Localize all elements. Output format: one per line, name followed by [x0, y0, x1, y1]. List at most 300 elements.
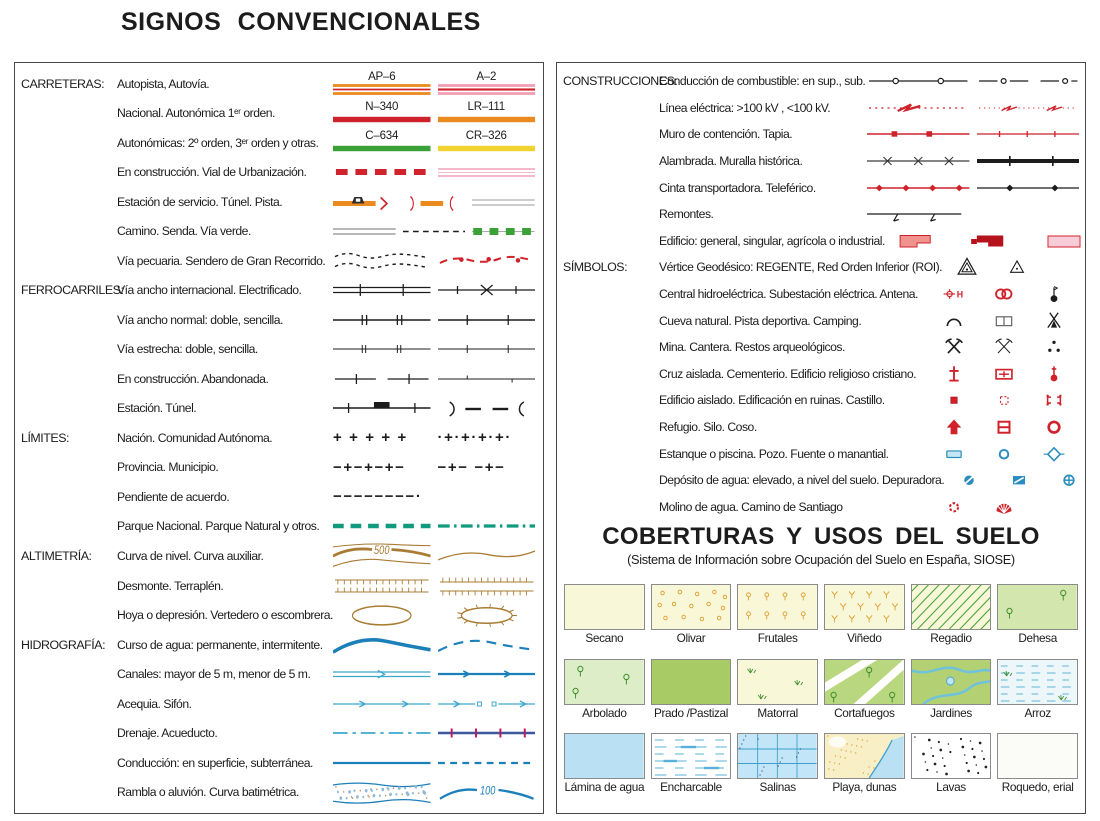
legend-row — [563, 494, 1079, 521]
deposito-elevado-icon — [958, 469, 980, 491]
icon-slot — [929, 443, 979, 465]
road-number-label: A–2 — [476, 71, 497, 84]
icon-slot — [1029, 336, 1079, 358]
symbol-slot — [977, 124, 1080, 144]
icon-slot — [929, 310, 979, 332]
roquedo-swatch — [997, 733, 1078, 779]
cinta-symbol — [867, 178, 970, 198]
svg-text:100: 100 — [479, 783, 495, 798]
symbol-slot — [438, 251, 536, 271]
regadio-swatch — [911, 584, 992, 630]
symbol-slot — [977, 178, 1080, 198]
land-cover-label: Cortafuegos — [834, 705, 895, 720]
icon-slot — [979, 443, 1029, 465]
pista-deportiva-icon — [993, 310, 1015, 332]
symbol-slot — [438, 694, 536, 714]
symbol-slot — [333, 310, 431, 330]
row-label: Conducción de combustible: en sup., sub. — [659, 74, 866, 89]
parque-nacional-symbol — [333, 516, 431, 536]
row-label: Nacional. Autonómica 1ᵉʳ orden. — [117, 106, 275, 121]
row-label: Cinta transportadora. Teleférico. — [659, 180, 816, 195]
symbol-area — [929, 416, 1079, 438]
sifon-symbol — [438, 694, 536, 714]
symbol-area — [333, 780, 535, 805]
svg-text:H: H — [956, 289, 964, 300]
rambla-symbol — [333, 780, 431, 805]
right-legend-rows — [563, 68, 1079, 520]
arbolado-swatch — [564, 659, 645, 705]
estanque-icon — [943, 443, 965, 465]
legend-row — [21, 158, 535, 188]
vertice-roi-icon — [1006, 256, 1028, 278]
symbol-area — [867, 71, 1079, 91]
road-urbanizacion-symbol — [438, 162, 536, 182]
muro-contencion-symbol — [867, 124, 970, 144]
senda-symbol — [403, 221, 466, 241]
road-cr-symbol — [438, 142, 536, 155]
road-c-symbol — [333, 142, 431, 155]
via-pecuaria-symbol — [333, 250, 431, 272]
dehesa-swatch — [997, 584, 1078, 630]
symbol-slot — [438, 162, 536, 182]
terraplen-symbol — [438, 576, 536, 596]
symbol-slot — [438, 339, 536, 359]
rail-normal-sencilla-symbol — [438, 310, 536, 330]
row-label: Camino. Senda. Vía verde. — [117, 224, 251, 239]
land-cover-label: Roquedo, erial — [1001, 780, 1074, 795]
symbol-area — [333, 101, 535, 126]
legend-row — [21, 246, 535, 276]
boundary-glyph: −−−−−−−−· — [333, 488, 423, 506]
symbol-slot — [333, 221, 396, 241]
land-cover-label: Olivar — [676, 630, 706, 645]
row-label: Hoya o depresión. Vertedero o escombrera. — [117, 608, 333, 623]
row-label: Vía ancho normal: doble, sencilla. — [117, 312, 283, 327]
electrica-alta-symbol — [867, 98, 970, 118]
land-cover-cell — [997, 584, 1078, 645]
icon-slot — [979, 416, 1029, 438]
land-cover-cell — [911, 659, 992, 720]
legend-row — [563, 95, 1079, 122]
symbol-slot — [472, 221, 535, 241]
acueducto-symbol — [438, 723, 536, 743]
land-cover-cell — [824, 659, 905, 720]
combustible-subterranea-symbol — [977, 71, 1080, 91]
legend-row — [563, 307, 1079, 334]
symbol-area — [333, 694, 535, 714]
category-label: HIDROGRAFÍA: — [21, 637, 106, 652]
symbol-area — [867, 98, 1079, 118]
pista-symbol — [472, 192, 535, 212]
legend-row — [21, 69, 535, 99]
icon-slot — [1029, 443, 1079, 465]
symbol-slot — [333, 369, 431, 389]
symbol-slot — [333, 753, 431, 773]
row-label: Autopista, Autovía. — [117, 76, 210, 91]
symbol-area — [929, 310, 1079, 332]
symbol-slot — [977, 151, 1080, 171]
symbol-area — [333, 310, 535, 330]
refugio-icon — [943, 416, 965, 438]
symbol-area — [929, 336, 1079, 358]
symbol-slot — [403, 221, 466, 241]
row-label: Remontes. — [659, 207, 714, 222]
land-cover-cell — [651, 659, 732, 720]
legend-row — [21, 217, 535, 247]
symbol-area — [333, 543, 535, 569]
row-label: Vía estrecha: doble, sencilla. — [117, 342, 258, 357]
category-label: LÍMITES: — [21, 430, 70, 445]
camino-symbol — [333, 221, 396, 241]
cantera-icon — [993, 336, 1015, 358]
cortafuegos-swatch — [824, 659, 905, 705]
row-label: Pendiente de acuerdo. — [117, 489, 230, 504]
icon-slot — [979, 310, 1029, 332]
legend-row — [21, 541, 535, 571]
tapia-symbol — [977, 124, 1080, 144]
conduccion-superficie-symbol — [333, 753, 431, 773]
row-label: Autonómicas: 2º orden, 3ᵉʳ orden y otras. — [117, 135, 319, 150]
pozo-icon — [993, 443, 1015, 465]
symbol-slot — [438, 398, 536, 418]
icon-slot — [979, 283, 1029, 305]
curva-auxiliar-symbol — [438, 543, 536, 569]
icon-slot — [929, 496, 979, 518]
sendero-gr-symbol — [438, 251, 536, 271]
legend-row — [21, 748, 535, 778]
cruz-aislada-icon — [943, 363, 965, 385]
cueva-icon — [943, 310, 965, 332]
teleferico-symbol — [977, 178, 1080, 198]
symbol-area — [333, 130, 535, 155]
symbol-area — [333, 369, 535, 389]
symbol-area — [867, 124, 1079, 144]
castillo-icon — [1043, 389, 1065, 411]
land-cover-label: Secano — [585, 630, 624, 645]
row-label: Estación de servicio. Túnel. Pista. — [117, 194, 283, 209]
road-number-label: N–340 — [365, 100, 399, 113]
edificio-aislado-icon — [943, 389, 965, 411]
symbol-slot — [333, 576, 431, 596]
land-cover-label: Matorral — [757, 705, 798, 720]
boundary-glyph: ·+·+·+·+· — [437, 429, 512, 447]
category-label: CONSTRUCCIONES: — [563, 74, 678, 89]
right-legend-panel — [556, 62, 1086, 814]
road-number-label: LR–111 — [467, 100, 505, 113]
symbol-slot — [1031, 231, 1097, 251]
legend-row — [21, 689, 535, 719]
symbol-area — [929, 283, 1079, 305]
rail-internacional-symbol — [333, 280, 431, 300]
symbol-slot — [333, 723, 431, 743]
legend-row — [563, 228, 1079, 255]
row-label: Parque Nacional. Parque Natural y otros. — [117, 519, 320, 534]
symbol-area — [944, 469, 1094, 491]
row-label: Línea eléctrica: >100 kV , <100 kV. — [659, 100, 831, 115]
left-legend-rows — [21, 69, 535, 807]
symbol-slot — [438, 576, 536, 596]
symbol-slot — [438, 516, 536, 536]
symbol-slot — [885, 231, 951, 251]
symbol-area — [929, 389, 1079, 411]
symbol-slot — [438, 664, 536, 684]
land-cover-label: Lámina de agua — [564, 780, 645, 795]
symbol-area — [929, 496, 1079, 518]
road-number-label: C–634 — [365, 130, 399, 143]
symbol-area — [333, 71, 535, 96]
category-label: FERROCARRILES: — [21, 283, 124, 298]
legend-row — [21, 305, 535, 335]
road-lr-symbol — [438, 113, 536, 126]
legend-row — [563, 334, 1079, 361]
combustible-superficie-symbol — [867, 71, 970, 91]
icon-slot — [929, 389, 979, 411]
land-cover-cell — [651, 584, 732, 645]
symbol-area — [929, 363, 1079, 385]
symbol-slot — [333, 516, 431, 536]
symbol-slot — [333, 398, 431, 418]
legend-row — [563, 281, 1079, 308]
land-cover-label: Playa, dunas — [832, 780, 897, 795]
rail-normal-doble-symbol — [333, 310, 431, 330]
coberturas-subtitle: (Sistema de Información sobre Ocupación del Suelo en España, SIOSE) — [627, 552, 1015, 567]
row-label: En construcción. Vial de Urbanización. — [117, 165, 307, 180]
alambrada-symbol — [867, 151, 970, 171]
row-label: Refugio. Silo. Coso. — [659, 420, 757, 435]
edificio-singular-symbol — [958, 231, 1024, 251]
jardines-swatch — [911, 659, 992, 705]
land-cover-label: Viñedo — [847, 630, 882, 645]
drenaje-symbol — [333, 723, 431, 743]
symbol-slot — [867, 98, 970, 118]
symbol-slot — [333, 339, 431, 359]
land-cover-label: Frutales — [757, 630, 798, 645]
vertedero-symbol — [438, 603, 536, 628]
legend-row — [563, 361, 1079, 388]
canal-mayor-symbol — [333, 664, 431, 684]
silo-icon — [993, 416, 1015, 438]
depuradora-icon — [1058, 469, 1080, 491]
symbol-slot — [333, 101, 431, 126]
symbol-slot — [333, 603, 431, 628]
row-label: Nación. Comunidad Autónoma. — [117, 430, 273, 445]
land-cover-cell — [997, 659, 1078, 720]
symbol-area — [333, 576, 535, 596]
symbol-area — [333, 250, 535, 272]
lavas-swatch — [911, 733, 992, 779]
symbol-area — [333, 488, 535, 505]
legend-row — [563, 121, 1079, 148]
row-label: Drenaje. Acueducto. — [117, 726, 218, 741]
coso-icon — [1043, 416, 1065, 438]
rail-electrificado-symbol — [438, 280, 536, 300]
icon-slot — [929, 283, 979, 305]
land-cover-cell — [651, 733, 732, 794]
legend-row — [21, 276, 535, 306]
canal-menor-symbol — [438, 664, 536, 684]
symbol-area — [867, 204, 1079, 224]
symbol-slot — [438, 603, 536, 628]
road-number-label: AP–6 — [368, 71, 396, 84]
row-label: Mina. Cantera. Restos arqueológicos. — [659, 340, 845, 355]
symbol-slot — [867, 178, 970, 198]
coberturas-heading: COBERTURAS Y USOS DEL SUELO — [602, 523, 1040, 550]
symbol-slot — [472, 192, 535, 212]
legend-row — [21, 659, 535, 689]
row-label: Alambrada. Muralla histórica. — [659, 154, 803, 169]
row-label: Conducción: en superficie, subterránea. — [117, 755, 313, 770]
symbol-area — [333, 603, 535, 628]
symbol-slot — [333, 694, 431, 714]
symbol-slot — [438, 633, 536, 657]
row-label: Rambla o aluvión. Curva batimétrica. — [117, 785, 299, 800]
symbol-slot — [438, 71, 536, 96]
rail-abandonada-symbol — [438, 369, 536, 389]
symbol-slot — [333, 162, 431, 182]
lamina-swatch — [564, 733, 645, 779]
legend-row — [21, 512, 535, 542]
legend-row — [21, 777, 535, 807]
symbol-slot — [867, 71, 970, 91]
land-cover-label: Dehesa — [1018, 630, 1057, 645]
row-label: Vía ancho internacional. Electrificado. — [117, 283, 302, 298]
road-construccion-symbol — [333, 162, 431, 182]
symbol-area — [333, 664, 535, 684]
frutales-swatch — [737, 584, 818, 630]
mina-icon — [943, 336, 965, 358]
land-cover-cell — [737, 659, 818, 720]
symbol-area — [333, 633, 535, 657]
symbol-slot — [333, 192, 396, 212]
symbol-slot — [333, 250, 431, 272]
icon-slot — [929, 416, 979, 438]
fuente-icon — [1043, 443, 1065, 465]
rio-permanente-symbol — [333, 633, 431, 657]
muralla-symbol — [977, 151, 1080, 171]
symbol-slot — [438, 130, 536, 155]
legend-row — [21, 571, 535, 601]
row-label: Desmonte. Terraplén. — [117, 578, 224, 593]
land-cover-cell — [824, 584, 905, 645]
page-title: SIGNOS CONVENCIONALES — [121, 8, 481, 36]
via-verde-symbol — [472, 221, 535, 241]
rail-estacion-symbol — [333, 398, 431, 418]
symbol-area — [333, 221, 535, 241]
symbol-slot — [333, 130, 431, 155]
symbol-slot — [438, 280, 536, 300]
symbol-area — [867, 151, 1079, 171]
symbol-slot — [438, 369, 536, 389]
symbol-slot — [333, 633, 431, 657]
symbol-slot — [438, 543, 536, 569]
rail-estrecha-doble-symbol — [333, 339, 431, 359]
vinedo-swatch — [824, 584, 905, 630]
camino-santiago-icon — [993, 496, 1015, 518]
legend-row — [563, 148, 1079, 175]
icon-slot — [979, 336, 1029, 358]
acequia-symbol — [333, 694, 431, 714]
row-label: Cruz aislada. Cementerio. Edificio religioso cristiano. — [659, 366, 916, 381]
antena-icon — [1043, 283, 1065, 305]
road-n-symbol — [333, 113, 431, 126]
symbol-slot — [438, 753, 536, 773]
category-label: ALTIMETRÍA: — [21, 549, 92, 563]
row-label: Provincia. Municipio. — [117, 460, 219, 475]
land-cover-label: Jardines — [930, 705, 972, 720]
legend-row — [563, 68, 1079, 95]
boundary-glyph: + + + + + — [333, 429, 408, 447]
row-label: Curva de nivel. Curva auxiliar. — [117, 549, 264, 563]
row-label: Molino de agua. Camino de Santiago — [659, 499, 843, 514]
rail-estrecha-sencilla-symbol — [438, 339, 536, 359]
land-cover-cell — [564, 733, 645, 794]
land-cover-label: Arbolado — [582, 705, 627, 720]
encharcable-swatch — [651, 733, 732, 779]
land-cover-label: Salinas — [759, 780, 796, 795]
prado-swatch — [651, 659, 732, 705]
molino-agua-icon — [943, 496, 965, 518]
icon-slot — [929, 336, 979, 358]
row-label: Curso de agua: permanente, intermitente. — [117, 637, 323, 652]
legend-row — [21, 394, 535, 424]
icon-slot — [979, 389, 1029, 411]
batimetrica-symbol — [438, 780, 536, 805]
icon-slot — [1029, 283, 1079, 305]
symbol-area — [333, 753, 535, 773]
row-label: Cueva natural. Pista deportiva. Camping. — [659, 313, 862, 328]
curva-nivel-symbol — [333, 543, 431, 569]
boundary-glyph: −+−+−+− — [333, 458, 406, 476]
legend-row — [563, 201, 1079, 228]
icon-slot — [1029, 389, 1079, 411]
land-cover-label: Prado /Pastizal — [653, 705, 729, 720]
legend-row — [563, 387, 1079, 414]
symbol-area — [867, 178, 1079, 198]
edificio-agricola-symbol — [1031, 231, 1097, 251]
legend-row — [21, 128, 535, 158]
matorral-swatch — [737, 659, 818, 705]
edificio-religioso-icon — [1043, 363, 1065, 385]
row-label: Estación. Túnel. — [117, 401, 197, 416]
secano-swatch — [564, 584, 645, 630]
row-label: Estanque o piscina. Pozo. Fuente o manantial. — [659, 446, 889, 461]
legend-row — [21, 99, 535, 129]
row-label: Depósito de agua: elevado, a nivel del suelo. Depuradora. — [659, 473, 945, 488]
icon-slot — [979, 496, 1029, 518]
symbol-slot — [958, 231, 1024, 251]
legend-row — [21, 453, 535, 483]
legend-row — [21, 187, 535, 217]
symbol-slot — [333, 780, 431, 805]
land-cover-label: Encharcable — [660, 780, 722, 795]
legend-row — [21, 364, 535, 394]
category-label: CARRETERAS: — [21, 76, 105, 91]
row-label: En construcción. Abandonada. — [117, 371, 269, 386]
icon-slot — [1044, 469, 1094, 491]
icon-slot — [944, 469, 994, 491]
symbol-slot — [438, 780, 536, 805]
legend-row — [563, 174, 1079, 201]
symbol-area — [333, 398, 535, 418]
road-ap-symbol — [333, 83, 431, 96]
ruinas-icon — [993, 389, 1015, 411]
land-cover-cell — [737, 733, 818, 794]
hoya-depresion-symbol — [333, 603, 431, 628]
symbol-slot — [438, 723, 536, 743]
symbol-area — [333, 280, 535, 300]
conduccion-subterranea-symbol — [438, 753, 536, 773]
deposito-suelo-icon — [1008, 469, 1030, 491]
